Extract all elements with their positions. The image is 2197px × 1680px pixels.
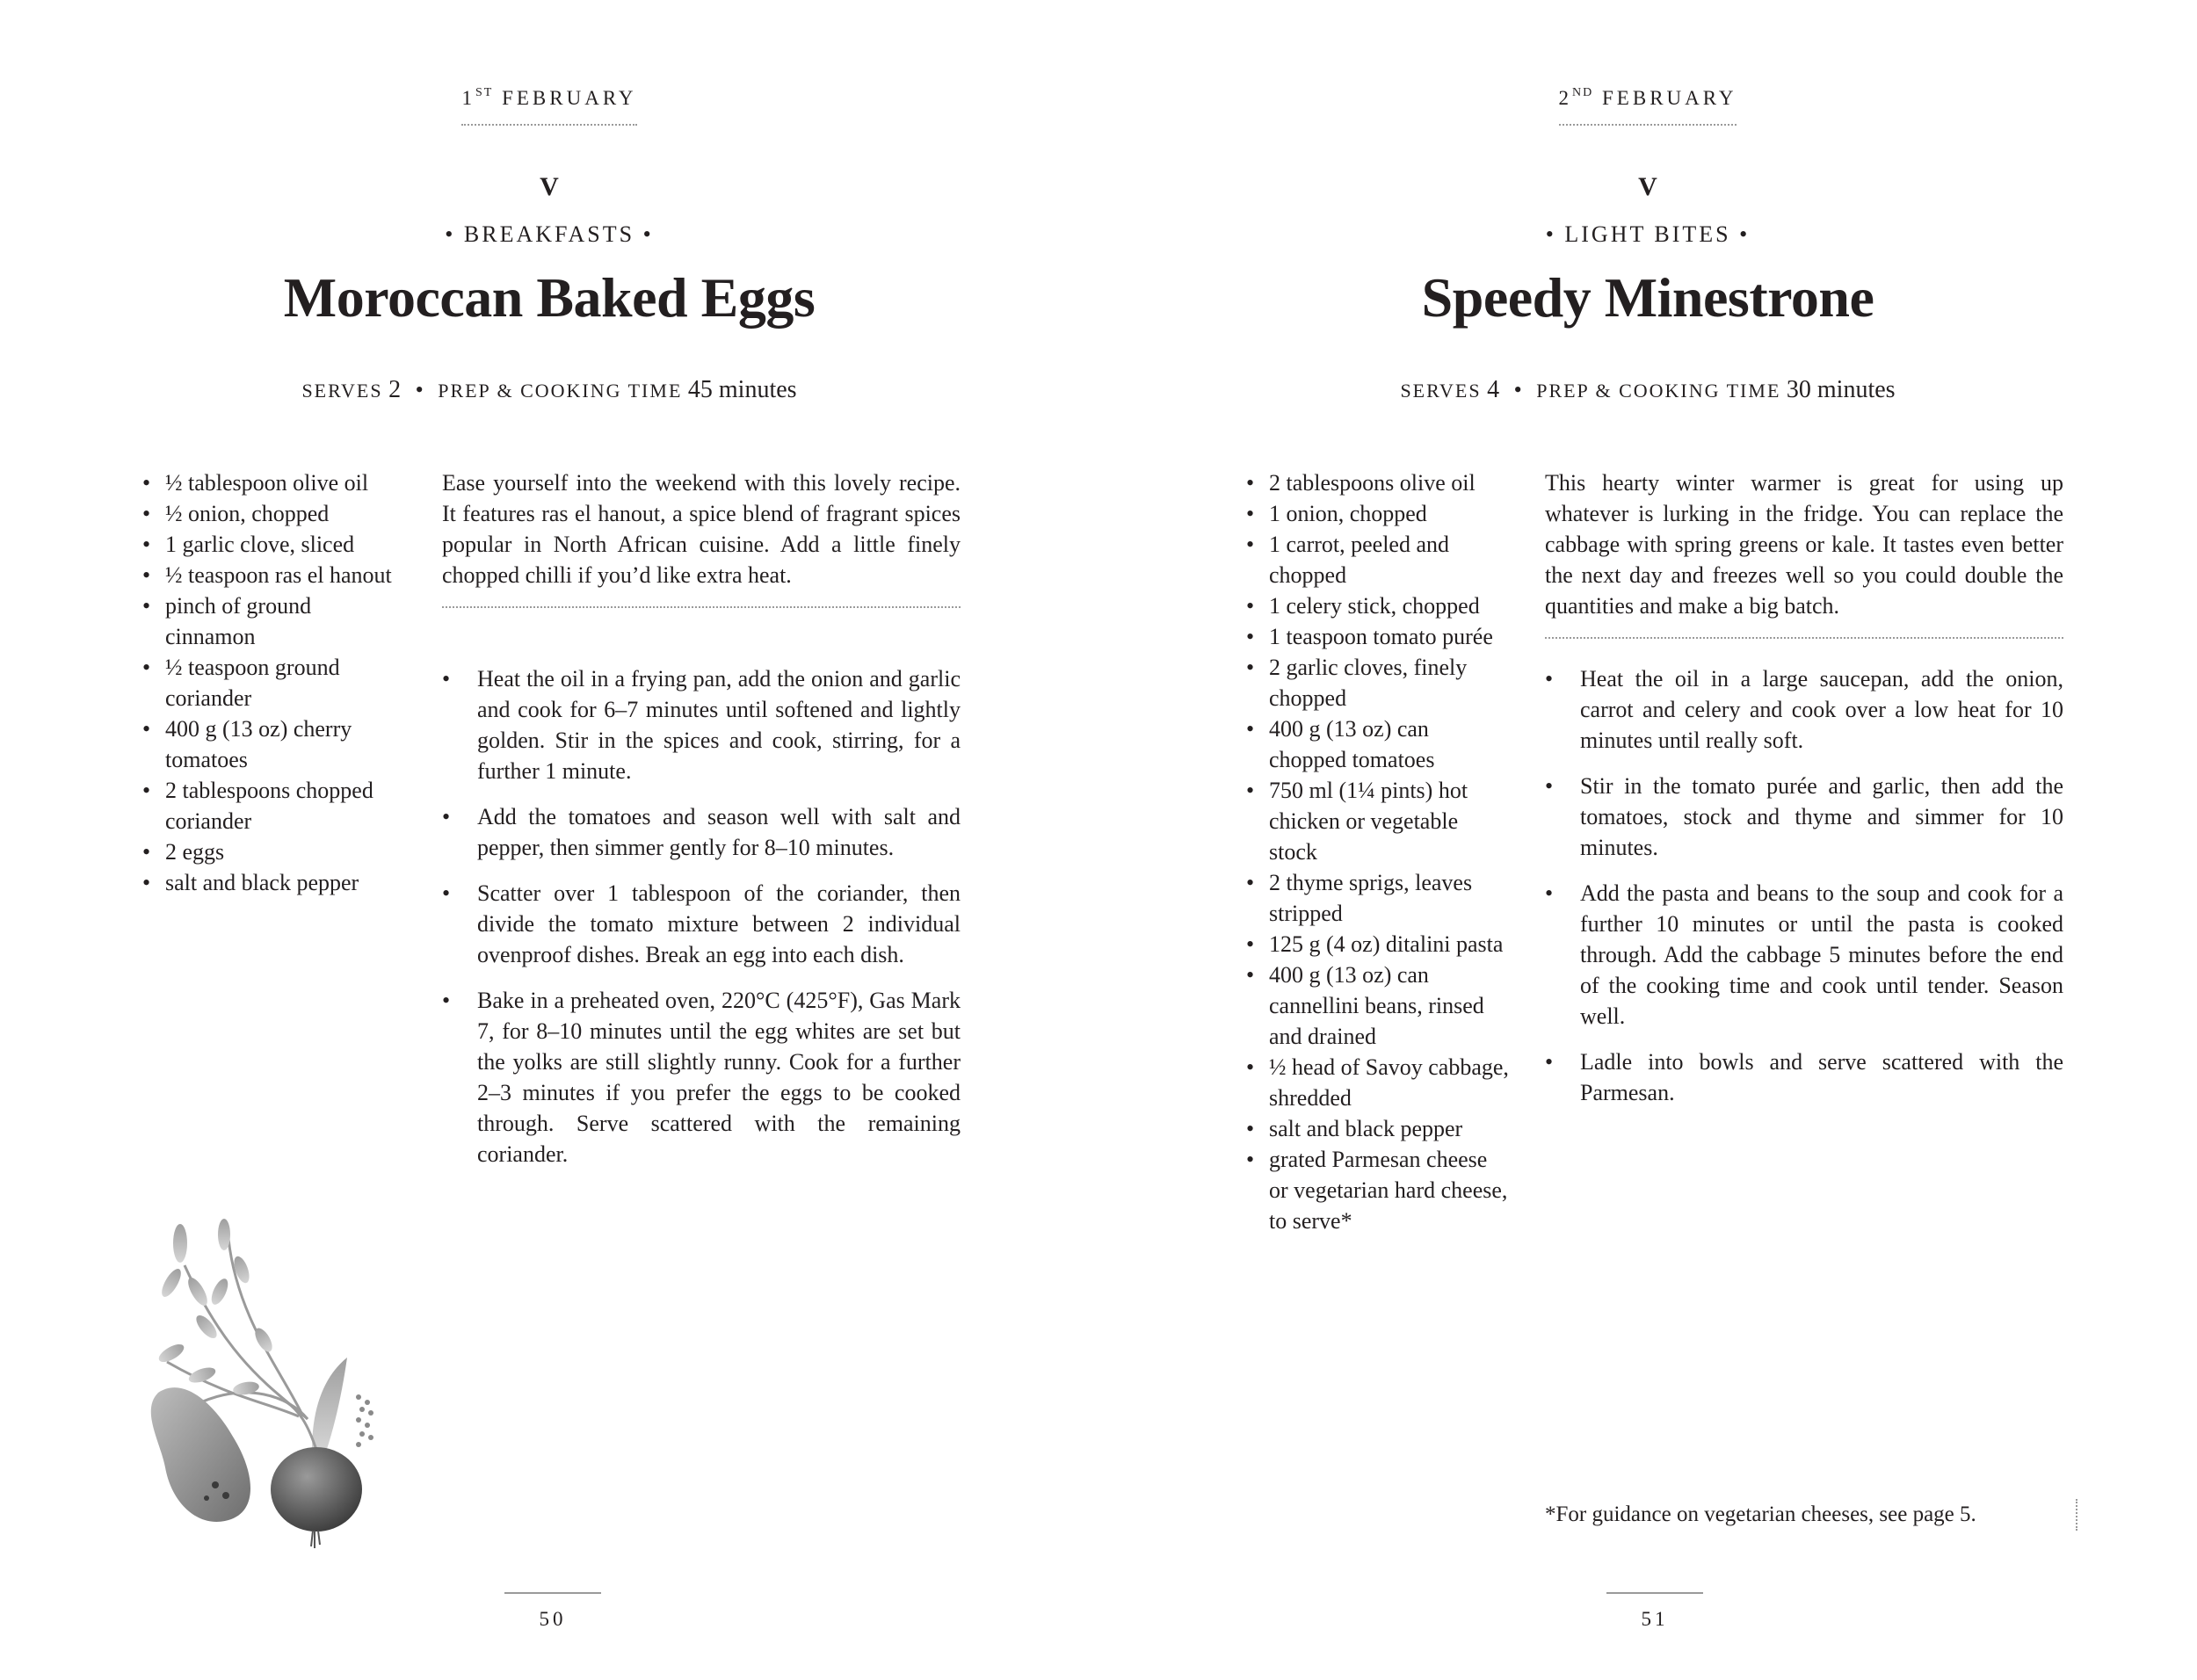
method-step: • Heat the oil in a large saucepan, add the onion, carrot and celery and cook over a low heat for 10 minutes until really soft.	[1545, 663, 2063, 756]
recipe-title: Moroccan Baked Eggs	[283, 266, 816, 329]
vegetarian-mark: V	[540, 172, 559, 201]
herb-leaves	[156, 1219, 276, 1396]
ingredient-item: • pinch of ground cinnamon	[142, 590, 406, 652]
recipe-meta: SERVES 4 • PREP & COOKING TIME 30 minutes	[1400, 376, 1896, 403]
ingredient-item: • ½ tablespoon olive oil	[142, 467, 406, 498]
method-step: • Ladle into bowls and serve scattered with the Parmesan.	[1545, 1046, 2063, 1108]
ingredients-list	[142, 467, 406, 898]
ingredient-item: • salt and black pepper	[142, 867, 406, 898]
recipe-title: Speedy Minestrone	[1421, 266, 1874, 329]
right-page	[1098, 0, 2197, 1680]
method-step: • Scatter over 1 tablespoon of the coriander, then divide the tomato mixture between 2 individual ovenproof dishes. Break an egg into each dish.	[442, 878, 961, 970]
method-step: • Stir in the tomato purée and garlic, then add the tomatoes, stock and thyme and simmer for 10 minutes.	[1545, 771, 2063, 863]
ingredient-item: • 2 garlic cloves, finely chopped	[1246, 652, 1510, 713]
prep-label: PREP & COOKING TIME	[1536, 380, 1781, 402]
method-step: • Add the pasta and beans to the soup and cook for a further 10 minutes or until the pasta is cooked through. Add the cabbage 5 minutes before the end of the cooking time and cook until tender. Season well.	[1545, 878, 2063, 1032]
ingredient-item: • grated Parmesan cheese or vegetarian hard cheese, to serve*	[1246, 1144, 1510, 1236]
ingredient-item: • salt and black pepper	[1246, 1113, 1510, 1144]
ingredient-item: • ½ head of Savoy cabbage, shredded	[1246, 1052, 1510, 1113]
prep-value: 30 minutes	[1786, 376, 1896, 403]
ingredient-item: • 1 onion, chopped	[1246, 498, 1510, 529]
ingredient-item: • 1 teaspoon tomato purée	[1246, 621, 1510, 652]
recipe-category: • LIGHT BITES •	[1545, 221, 1751, 247]
date-suffix: ND	[1572, 86, 1594, 99]
recipe-meta: SERVES 2 • PREP & COOKING TIME 45 minutes	[301, 376, 797, 403]
recipe-category: • BREAKFASTS •	[445, 221, 654, 247]
recipe-intro: This hearty winter warmer is great for using up whatever is lurking in the fridge. You can replace the cabbage with spring greens or kale. It tastes even better the next day and freezes well so you could double the quantities and make a big batch.	[1545, 467, 2063, 639]
ingredient-item: • ½ teaspoon ras el hanout	[142, 560, 406, 590]
ingredient-item: • 2 tablespoons chopped coriander	[142, 775, 406, 836]
date-day: 1	[461, 87, 475, 109]
date-month: FEBRUARY	[1602, 87, 1737, 109]
onion-leaf	[312, 1358, 347, 1454]
footnote: *For guidance on vegetarian cheeses, see page 5.	[1545, 1503, 1976, 1526]
method-list	[1545, 663, 2063, 1123]
recipe-intro: Ease yourself into the weekend with this lovely recipe. It features ras el hanout, a spice blend of fragrant spices popular in North African cuisine. Add a little finely chopped chilli if you’d like extra heat.	[442, 467, 961, 608]
ingredient-item: • 400 g (13 oz) cherry tomatoes	[142, 713, 406, 775]
margin-dotted-rule	[2076, 1499, 2077, 1531]
peppercorns	[356, 1394, 373, 1447]
prep-label: PREP & COOKING TIME	[438, 380, 683, 402]
onion-bulb	[271, 1447, 362, 1532]
prep-value: 45 minutes	[687, 376, 797, 403]
ingredient-item: • 2 thyme sprigs, leaves stripped	[1246, 867, 1510, 929]
ingredient-item: • 1 carrot, peeled and chopped	[1246, 529, 1510, 590]
date-month: FEBRUARY	[502, 87, 637, 109]
vegetable-illustration	[132, 1186, 395, 1555]
vegetarian-mark: V	[1638, 172, 1657, 201]
method-step: • Bake in a preheated oven, 220°C (425°F), Gas Mark 7, for 8–10 minutes until the egg whites are set but the yolks are still slightly runny. Cook for a further 2–3 minutes if you prefer the eggs to be cooked through. Serve scattered with the remaining coriander.	[442, 985, 961, 1169]
date-day: 2	[1558, 87, 1573, 109]
ingredient-item: • 2 tablespoons olive oil	[1246, 467, 1510, 498]
ingredient-item: • 125 g (4 oz) ditalini pasta	[1246, 929, 1510, 959]
page-number: 50	[504, 1592, 601, 1631]
ingredient-item: • ½ teaspoon ground coriander	[142, 652, 406, 713]
serves-label: SERVES	[301, 380, 383, 402]
ingredient-item: • 1 garlic clove, sliced	[142, 529, 406, 560]
ingredient-item: • 2 eggs	[142, 836, 406, 867]
serves-label: SERVES	[1400, 380, 1482, 402]
date-heading	[1098, 86, 2197, 126]
left-page	[0, 0, 1098, 1680]
method-step: • Add the tomatoes and season well with salt and pepper, then simmer gently for 8–10 minutes.	[442, 801, 961, 863]
ingredient-item: • 1 celery stick, chopped	[1246, 590, 1510, 621]
serves-value: 4	[1487, 376, 1500, 403]
ingredients-list	[1246, 467, 1510, 1236]
date-suffix: ST	[475, 86, 494, 99]
ingredient-item: • ½ onion, chopped	[142, 498, 406, 529]
method-step: • Heat the oil in a frying pan, add the onion and garlic and cook for 6–7 minutes until softened and lightly golden. Stir in the spices and cook, stirring, for a further 1 minute.	[442, 663, 961, 786]
serves-value: 2	[388, 376, 402, 403]
ingredient-item: • 400 g (13 oz) can chopped tomatoes	[1246, 713, 1510, 775]
method-list	[442, 663, 961, 1184]
pear-shape	[151, 1387, 250, 1522]
date-heading	[0, 86, 1098, 126]
page-number: 51	[1606, 1592, 1703, 1631]
ingredient-item: • 400 g (13 oz) can cannellini beans, rinsed and drained	[1246, 959, 1510, 1052]
ingredient-item: • 750 ml (1¼ pints) hot chicken or vegetable stock	[1246, 775, 1510, 867]
